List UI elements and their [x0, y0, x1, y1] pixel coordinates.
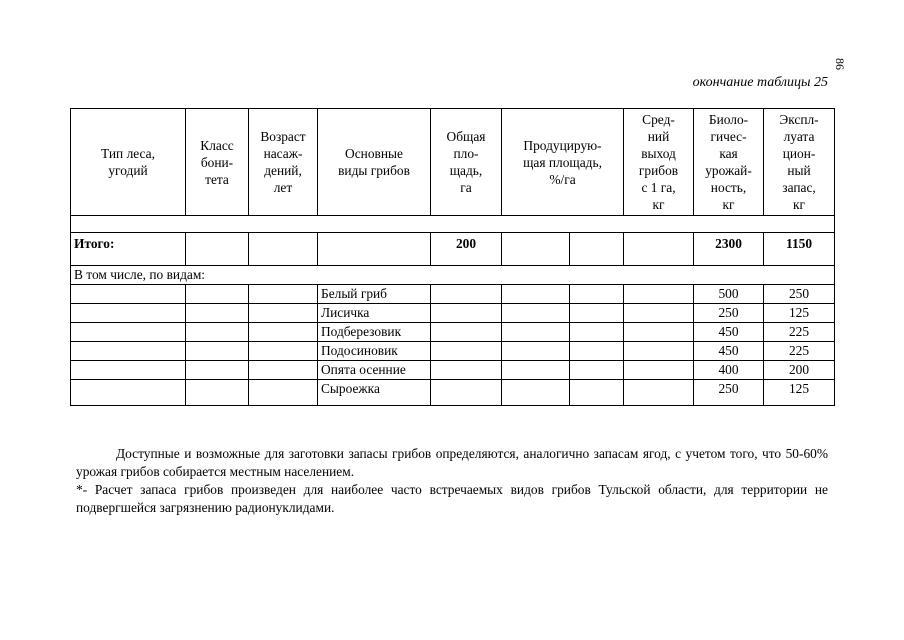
table-caption: окончание таблицы 25: [692, 75, 828, 90]
header-bio-yield: Биоло- гичес- кая урожай- ность, кг: [694, 109, 764, 216]
header-total-area: Общая пло- щадь, га: [431, 109, 502, 216]
header-avg-yield: Сред- ний выход грибов с 1 га, кг: [624, 109, 694, 216]
species-name: Белый гриб: [318, 285, 431, 304]
paragraph-footnote: *- Расчет запаса грибов произведен для наиболее часто встречаемых видов грибов Тульской области, для территории не подвергшейся загрязнению радионуклидами.: [76, 482, 828, 515]
stock: 250: [764, 285, 835, 304]
header-forest-type: Тип леса, угодий: [71, 109, 186, 216]
species-rows: [71, 285, 835, 406]
stock: 200: [764, 361, 835, 380]
table-row: [71, 361, 835, 380]
stock: 125: [764, 304, 835, 323]
total-label: Итого:: [71, 233, 186, 266]
header-row: [71, 109, 835, 216]
total-area: 200: [431, 233, 502, 266]
total-stock: 1150: [764, 233, 835, 266]
bio-yield: 500: [694, 285, 764, 304]
stock: 125: [764, 380, 835, 406]
species-name: Сыроежка: [318, 380, 431, 406]
stock: 225: [764, 342, 835, 361]
table-row: [71, 285, 835, 304]
species-name: Лисичка: [318, 304, 431, 323]
header-species: Основные виды грибов: [318, 109, 431, 216]
subheading-row: [71, 266, 835, 285]
table-row: [71, 342, 835, 361]
table-row: [71, 304, 835, 323]
mushroom-stock-table: [70, 108, 835, 406]
header-stock: Экспл- луата цион- ный запас, кг: [764, 109, 835, 216]
header-age: Возраст насаж- дений, лет: [249, 109, 318, 216]
bio-yield: 450: [694, 342, 764, 361]
bio-yield: 250: [694, 304, 764, 323]
species-name: Подберезовик: [318, 323, 431, 342]
bio-yield: 400: [694, 361, 764, 380]
paragraph-note: Доступные и возможные для заготовки запасы грибов определяются, аналогично запасам ягод, с учетом того, что 50-60% урожая грибов собирается местным населением.: [76, 446, 828, 479]
blank-row: [71, 216, 835, 233]
page-number: 86: [833, 58, 847, 70]
header-class: Класс бони- тета: [186, 109, 249, 216]
species-name: Подосиновик: [318, 342, 431, 361]
species-name: Опята осенние: [318, 361, 431, 380]
total-yield: 2300: [694, 233, 764, 266]
total-row: [71, 233, 835, 266]
bio-yield: 450: [694, 323, 764, 342]
header-productive-area: Продуцирую- щая площадь, %/га: [502, 109, 624, 216]
table-row: [71, 380, 835, 406]
table-row: [71, 323, 835, 342]
bio-yield: 250: [694, 380, 764, 406]
stock: 225: [764, 323, 835, 342]
subheading: В том числе, по видам:: [71, 266, 835, 285]
